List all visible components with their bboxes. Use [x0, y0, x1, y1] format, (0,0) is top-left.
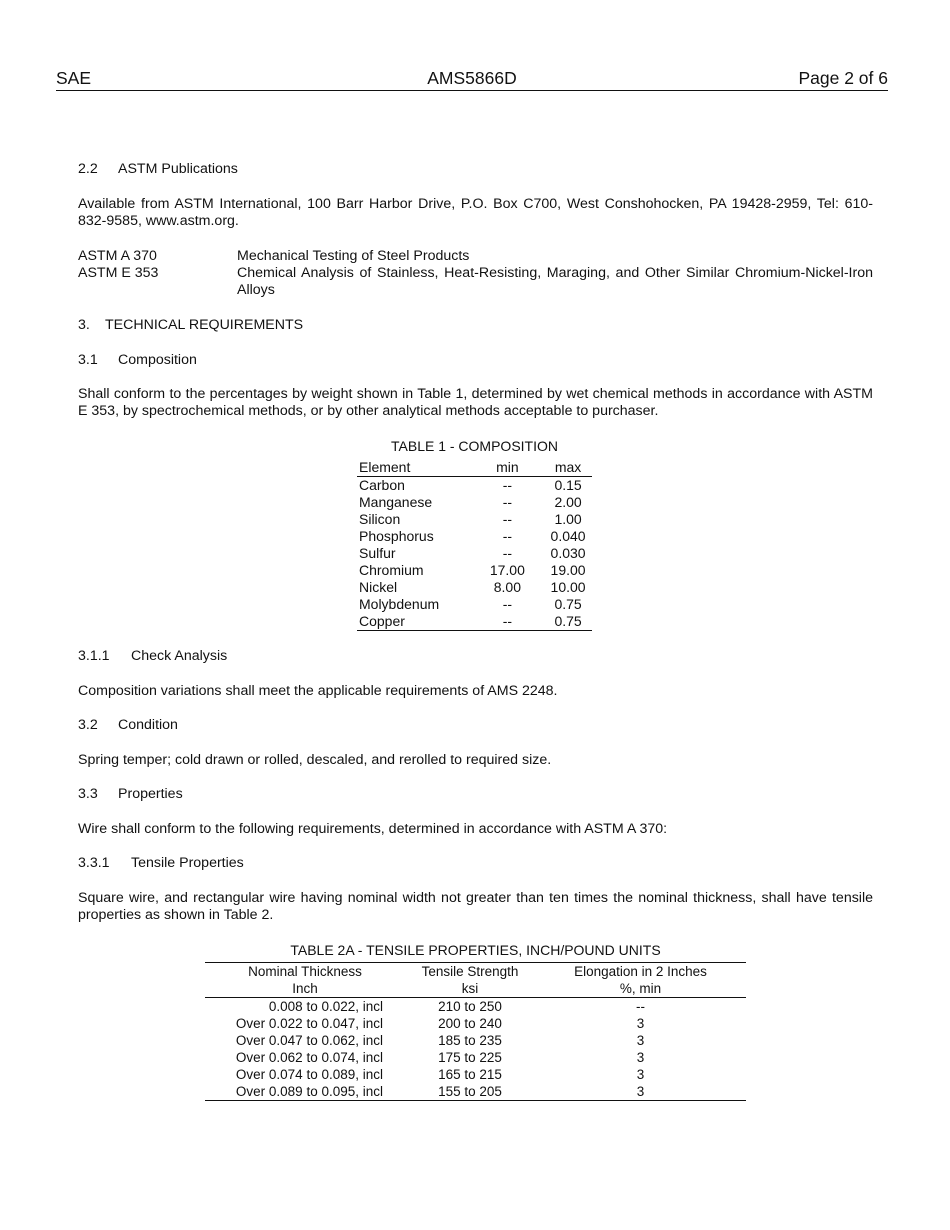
column-header: Nominal Thickness: [205, 963, 405, 981]
column-header: Elongation in 2 Inches: [535, 963, 746, 981]
section-3-heading: 3. TECHNICAL REQUIREMENTS: [78, 317, 304, 333]
table-row: Copper -- 0.75: [357, 613, 592, 631]
table-row: Carbon -- 0.15: [359, 477, 582, 493]
section-2-2-heading: 2.2 ASTM Publications: [78, 161, 238, 177]
page-header: [56, 66, 888, 91]
table-row: Silicon -- 1.00: [359, 511, 582, 527]
table-1-caption: TABLE 1 - COMPOSITION: [391, 438, 558, 454]
table-row: 0.008 to 0.022, incl 210 to 250 --: [268, 999, 645, 1014]
section-3-1-text: Shall conform to the percentages by weight shown in Table 1, determined by wet chemical methods in accordance with ASTM E 353, by spectrochemical methods, or by other analytical methods acceptable to purchaser.: [78, 386, 873, 419]
column-header: max: [544, 459, 592, 477]
header-page-number: Page 2 of 6: [798, 68, 888, 88]
table-row: Over 0.022 to 0.047, incl 200 to 240 3: [235, 1016, 645, 1031]
section-3-2-heading: 3.2 Condition: [78, 717, 178, 733]
table-row: Over 0.047 to 0.062, incl 185 to 235 3: [235, 1033, 645, 1048]
table-row: Over 0.062 to 0.074, incl 175 to 225 3: [235, 1050, 645, 1065]
section-3-3-heading: 3.3 Properties: [78, 786, 183, 802]
section-3-1-1-heading: 3.1.1 Check Analysis: [78, 648, 228, 664]
table-row: Chromium 17.00 19.00: [359, 562, 586, 578]
section-3-1-1-text: Composition variations shall meet the applicable requirements of AMS 2248.: [78, 683, 558, 699]
header-org: SAE: [56, 68, 92, 88]
header-doc-id: AMS5866D: [427, 68, 517, 88]
column-header-unit: ksi: [405, 980, 535, 998]
section-3-2-text: Spring temper; cold drawn or rolled, descaled, and rerolled to required size.: [78, 752, 552, 768]
composition-table: [357, 459, 592, 631]
table-row: Manganese -- 2.00: [359, 494, 582, 510]
table-row: Over 0.089 to 0.095, incl 155 to 205 3: [205, 1083, 746, 1101]
section-2-2-text: Available from ASTM International, 100 Barr Harbor Drive, P.O. Box C700, West Conshohocken, PA 19428-2959, Tel: 610-832-9585, www.astm.org.: [78, 196, 873, 229]
tensile-properties-table: [205, 962, 746, 1101]
column-header: min: [471, 459, 545, 477]
section-3-3-1-text: Square wire, and rectangular wire having nominal width not greater than ten times the nominal thickness, shall have tensile properties as shown in Table 2.: [78, 890, 873, 923]
column-header-unit: Inch: [205, 980, 405, 998]
table-row: Sulfur -- 0.030: [359, 545, 586, 561]
section-3-1-heading: 3.1 Composition: [78, 352, 197, 368]
table-row: Molybdenum -- 0.75: [359, 596, 582, 612]
section-3-3-1-heading: 3.3.1 Tensile Properties: [78, 855, 244, 871]
column-header: Tensile Strength: [405, 963, 535, 981]
table-2a-caption: TABLE 2A - TENSILE PROPERTIES, INCH/POUND UNITS: [290, 942, 661, 958]
column-header-unit: %, min: [535, 980, 746, 998]
section-3-3-text: Wire shall conform to the following requirements, determined in accordance with ASTM A 370:: [78, 821, 668, 837]
column-header: Element: [357, 459, 471, 477]
table-row: Nickel 8.00 10.00: [359, 579, 586, 595]
table-row: Over 0.074 to 0.089, incl 165 to 215 3: [235, 1067, 645, 1082]
table-row: Phosphorus -- 0.040: [359, 528, 586, 544]
